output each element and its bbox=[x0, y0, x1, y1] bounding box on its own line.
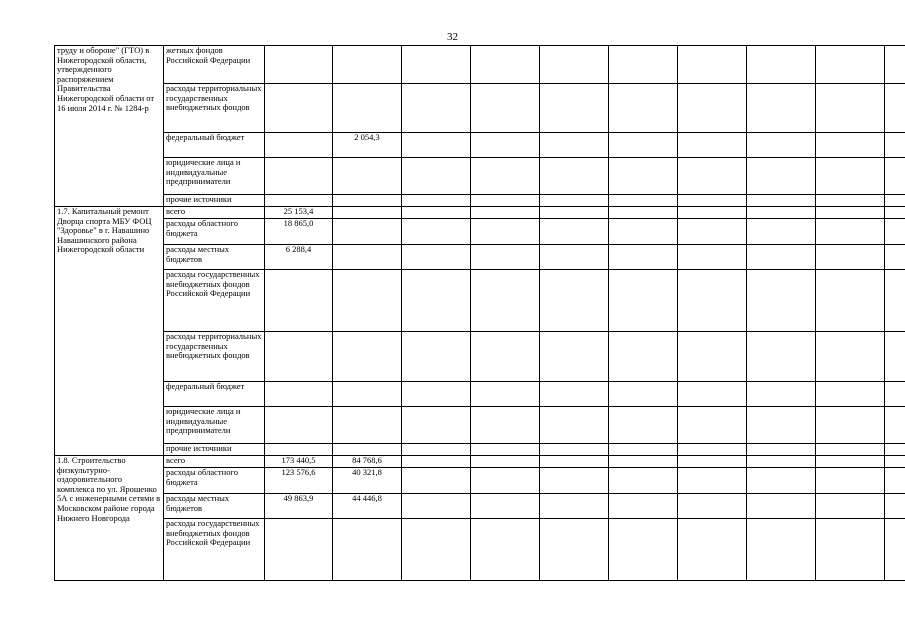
empty-cell bbox=[540, 382, 609, 407]
empty-cell bbox=[885, 158, 905, 195]
empty-cell bbox=[816, 456, 885, 468]
empty-cell bbox=[885, 219, 905, 245]
empty-cell bbox=[747, 382, 816, 407]
empty-cell bbox=[816, 84, 885, 133]
empty-cell bbox=[540, 494, 609, 519]
empty-cell bbox=[402, 332, 471, 382]
empty-cell bbox=[609, 245, 678, 270]
empty-cell bbox=[885, 195, 905, 207]
empty-cell bbox=[540, 245, 609, 270]
empty-cell bbox=[816, 444, 885, 456]
table-row bbox=[55, 382, 905, 407]
funding-source-cell: расходы государственных внебюджетных фондов Российской Федерации bbox=[164, 270, 265, 332]
empty-cell bbox=[816, 133, 885, 158]
empty-cell bbox=[747, 158, 816, 195]
empty-cell bbox=[402, 133, 471, 158]
empty-cell bbox=[540, 84, 609, 133]
empty-cell bbox=[747, 444, 816, 456]
funding-source-cell: федеральный бюджет bbox=[164, 382, 265, 407]
empty-cell bbox=[747, 219, 816, 245]
empty-cell bbox=[609, 46, 678, 84]
table-row bbox=[55, 407, 905, 444]
amount-cell bbox=[265, 382, 333, 407]
empty-cell bbox=[609, 133, 678, 158]
table-row bbox=[55, 494, 905, 519]
empty-cell bbox=[678, 133, 747, 158]
empty-cell bbox=[747, 84, 816, 133]
funding-source-cell: жетных фондов Российской Федерации bbox=[164, 46, 265, 84]
empty-cell bbox=[540, 407, 609, 444]
empty-cell bbox=[816, 494, 885, 519]
empty-cell bbox=[885, 382, 905, 407]
empty-cell bbox=[816, 245, 885, 270]
empty-cell bbox=[816, 519, 885, 581]
empty-cell bbox=[816, 382, 885, 407]
funding-source-cell: расходы местных бюджетов bbox=[164, 494, 265, 519]
empty-cell bbox=[678, 207, 747, 219]
empty-cell bbox=[402, 46, 471, 84]
table-row bbox=[55, 46, 905, 84]
funding-source-cell: расходы территориальных государственных внебюджетных фондов bbox=[164, 332, 265, 382]
funding-source-cell: расходы государственных внебюджетных фондов Российской Федерации bbox=[164, 519, 265, 581]
object-name-cell: труду и обороне" (ГТО) в Нижегородской области, утвержденного распоряжением Правительства Нижегородской области от 16 июля 2014 г. № 1284-р bbox=[55, 46, 164, 207]
empty-cell bbox=[609, 158, 678, 195]
empty-cell bbox=[609, 444, 678, 456]
empty-cell bbox=[540, 158, 609, 195]
amount-cell: 44 446,8 bbox=[333, 494, 402, 519]
empty-cell bbox=[402, 456, 471, 468]
empty-cell bbox=[402, 407, 471, 444]
empty-cell bbox=[678, 219, 747, 245]
empty-cell bbox=[816, 407, 885, 444]
empty-cell bbox=[816, 270, 885, 332]
funding-source-cell: прочие источники bbox=[164, 444, 265, 456]
amount-cell bbox=[333, 332, 402, 382]
empty-cell bbox=[402, 382, 471, 407]
amount-cell: 18 865,0 bbox=[265, 219, 333, 245]
empty-cell bbox=[747, 207, 816, 219]
empty-cell bbox=[885, 332, 905, 382]
empty-cell bbox=[471, 133, 540, 158]
empty-cell bbox=[471, 207, 540, 219]
empty-cell bbox=[540, 332, 609, 382]
amount-cell: 25 153,4 bbox=[265, 207, 333, 219]
amount-cell bbox=[265, 270, 333, 332]
funding-source-cell: расходы областного бюджета bbox=[164, 219, 265, 245]
funding-table bbox=[54, 45, 905, 581]
empty-cell bbox=[402, 444, 471, 456]
page-number: 32 bbox=[447, 31, 458, 43]
empty-cell bbox=[471, 245, 540, 270]
empty-cell bbox=[540, 456, 609, 468]
empty-cell bbox=[816, 207, 885, 219]
empty-cell bbox=[885, 444, 905, 456]
empty-cell bbox=[540, 270, 609, 332]
empty-cell bbox=[540, 519, 609, 581]
amount-cell bbox=[333, 158, 402, 195]
empty-cell bbox=[885, 407, 905, 444]
empty-cell bbox=[747, 46, 816, 84]
empty-cell bbox=[678, 456, 747, 468]
amount-cell: 40 321,8 bbox=[333, 468, 402, 494]
table-row bbox=[55, 444, 905, 456]
amount-cell bbox=[333, 382, 402, 407]
empty-cell bbox=[678, 382, 747, 407]
funding-source-cell: юридические лица и индивидуальные предприниматели bbox=[164, 158, 265, 195]
table-row bbox=[55, 133, 905, 158]
empty-cell bbox=[402, 219, 471, 245]
empty-cell bbox=[885, 270, 905, 332]
empty-cell bbox=[678, 407, 747, 444]
empty-cell bbox=[609, 270, 678, 332]
empty-cell bbox=[471, 195, 540, 207]
table-row bbox=[55, 245, 905, 270]
empty-cell bbox=[402, 245, 471, 270]
empty-cell bbox=[609, 468, 678, 494]
empty-cell bbox=[678, 46, 747, 84]
empty-cell bbox=[609, 195, 678, 207]
empty-cell bbox=[885, 46, 905, 84]
funding-source-cell: всего bbox=[164, 207, 265, 219]
empty-cell bbox=[678, 245, 747, 270]
empty-cell bbox=[471, 270, 540, 332]
empty-cell bbox=[678, 444, 747, 456]
empty-cell bbox=[540, 207, 609, 219]
empty-cell bbox=[747, 245, 816, 270]
empty-cell bbox=[402, 207, 471, 219]
funding-source-cell: расходы территориальных государственных внебюджетных фондов bbox=[164, 84, 265, 133]
empty-cell bbox=[471, 444, 540, 456]
table-row bbox=[55, 207, 905, 219]
empty-cell bbox=[747, 133, 816, 158]
empty-cell bbox=[885, 494, 905, 519]
table-row bbox=[55, 468, 905, 494]
empty-cell bbox=[540, 46, 609, 84]
empty-cell bbox=[540, 195, 609, 207]
table-row bbox=[55, 84, 905, 133]
empty-cell bbox=[885, 207, 905, 219]
amount-cell: 2 054,3 bbox=[333, 133, 402, 158]
amount-cell bbox=[333, 207, 402, 219]
amount-cell bbox=[333, 519, 402, 581]
empty-cell bbox=[402, 270, 471, 332]
empty-cell bbox=[816, 332, 885, 382]
empty-cell bbox=[885, 133, 905, 158]
table-row bbox=[55, 195, 905, 207]
empty-cell bbox=[609, 332, 678, 382]
empty-cell bbox=[816, 158, 885, 195]
empty-cell bbox=[609, 494, 678, 519]
funding-source-cell: прочие источники bbox=[164, 195, 265, 207]
empty-cell bbox=[678, 158, 747, 195]
amount-cell bbox=[333, 407, 402, 444]
empty-cell bbox=[609, 519, 678, 581]
empty-cell bbox=[609, 382, 678, 407]
table-row bbox=[55, 519, 905, 581]
amount-cell: 6 288,4 bbox=[265, 245, 333, 270]
table-row bbox=[55, 270, 905, 332]
empty-cell bbox=[471, 519, 540, 581]
empty-cell bbox=[747, 332, 816, 382]
empty-cell bbox=[540, 444, 609, 456]
amount-cell: 84 768,6 bbox=[333, 456, 402, 468]
empty-cell bbox=[609, 407, 678, 444]
empty-cell bbox=[471, 219, 540, 245]
empty-cell bbox=[885, 468, 905, 494]
funding-source-cell: федеральный бюджет bbox=[164, 133, 265, 158]
object-name-cell: 1.8. Строительство физкультурно-оздоровительного комплекса по ул. Ярошенко 5А с инженерными сетями в Московском районе города Нижнего Новгорода bbox=[55, 456, 164, 581]
empty-cell bbox=[540, 133, 609, 158]
empty-cell bbox=[471, 456, 540, 468]
amount-cell bbox=[333, 219, 402, 245]
amount-cell bbox=[265, 332, 333, 382]
empty-cell bbox=[747, 195, 816, 207]
amount-cell bbox=[265, 407, 333, 444]
amount-cell: 173 440,5 bbox=[265, 456, 333, 468]
empty-cell bbox=[471, 494, 540, 519]
empty-cell bbox=[402, 158, 471, 195]
table-row bbox=[55, 158, 905, 195]
empty-cell bbox=[402, 519, 471, 581]
funding-source-cell: юридические лица и индивидуальные предприниматели bbox=[164, 407, 265, 444]
empty-cell bbox=[678, 494, 747, 519]
empty-cell bbox=[747, 494, 816, 519]
empty-cell bbox=[678, 195, 747, 207]
empty-cell bbox=[816, 46, 885, 84]
empty-cell bbox=[609, 219, 678, 245]
empty-cell bbox=[816, 219, 885, 245]
empty-cell bbox=[609, 207, 678, 219]
amount-cell bbox=[333, 270, 402, 332]
funding-source-cell: расходы областного бюджета bbox=[164, 468, 265, 494]
table-row bbox=[55, 332, 905, 382]
empty-cell bbox=[609, 84, 678, 133]
amount-cell bbox=[265, 519, 333, 581]
table-row bbox=[55, 219, 905, 245]
empty-cell bbox=[678, 468, 747, 494]
amount-cell bbox=[265, 444, 333, 456]
table-row bbox=[55, 456, 905, 468]
empty-cell bbox=[678, 519, 747, 581]
empty-cell bbox=[471, 468, 540, 494]
amount-cell bbox=[333, 46, 402, 84]
empty-cell bbox=[678, 84, 747, 133]
amount-cell bbox=[265, 133, 333, 158]
empty-cell bbox=[609, 456, 678, 468]
amount-cell bbox=[265, 158, 333, 195]
empty-cell bbox=[885, 84, 905, 133]
amount-cell bbox=[333, 84, 402, 133]
empty-cell bbox=[747, 456, 816, 468]
empty-cell bbox=[678, 270, 747, 332]
empty-cell bbox=[471, 46, 540, 84]
amount-cell bbox=[333, 444, 402, 456]
empty-cell bbox=[747, 468, 816, 494]
empty-cell bbox=[816, 468, 885, 494]
empty-cell bbox=[402, 468, 471, 494]
funding-source-cell: всего bbox=[164, 456, 265, 468]
empty-cell bbox=[402, 195, 471, 207]
object-name-cell: 1.7. Капитальный ремонт Дворца спорта МБУ ФОЦ "Здоровье" в г. Навашино Навашинского района Нижегородской области bbox=[55, 207, 164, 456]
empty-cell bbox=[471, 407, 540, 444]
empty-cell bbox=[402, 494, 471, 519]
empty-cell bbox=[471, 84, 540, 133]
funding-source-cell: расходы местных бюджетов bbox=[164, 245, 265, 270]
empty-cell bbox=[402, 84, 471, 133]
empty-cell bbox=[747, 407, 816, 444]
empty-cell bbox=[471, 332, 540, 382]
amount-cell bbox=[333, 195, 402, 207]
amount-cell bbox=[265, 195, 333, 207]
amount-cell bbox=[333, 245, 402, 270]
empty-cell bbox=[540, 468, 609, 494]
empty-cell bbox=[540, 219, 609, 245]
amount-cell bbox=[265, 84, 333, 133]
empty-cell bbox=[747, 270, 816, 332]
empty-cell bbox=[747, 519, 816, 581]
empty-cell bbox=[471, 158, 540, 195]
amount-cell: 49 863,9 bbox=[265, 494, 333, 519]
empty-cell bbox=[885, 519, 905, 581]
empty-cell bbox=[885, 456, 905, 468]
empty-cell bbox=[678, 332, 747, 382]
empty-cell bbox=[471, 382, 540, 407]
empty-cell bbox=[816, 195, 885, 207]
empty-cell bbox=[885, 245, 905, 270]
amount-cell: 123 576,6 bbox=[265, 468, 333, 494]
amount-cell bbox=[265, 46, 333, 84]
